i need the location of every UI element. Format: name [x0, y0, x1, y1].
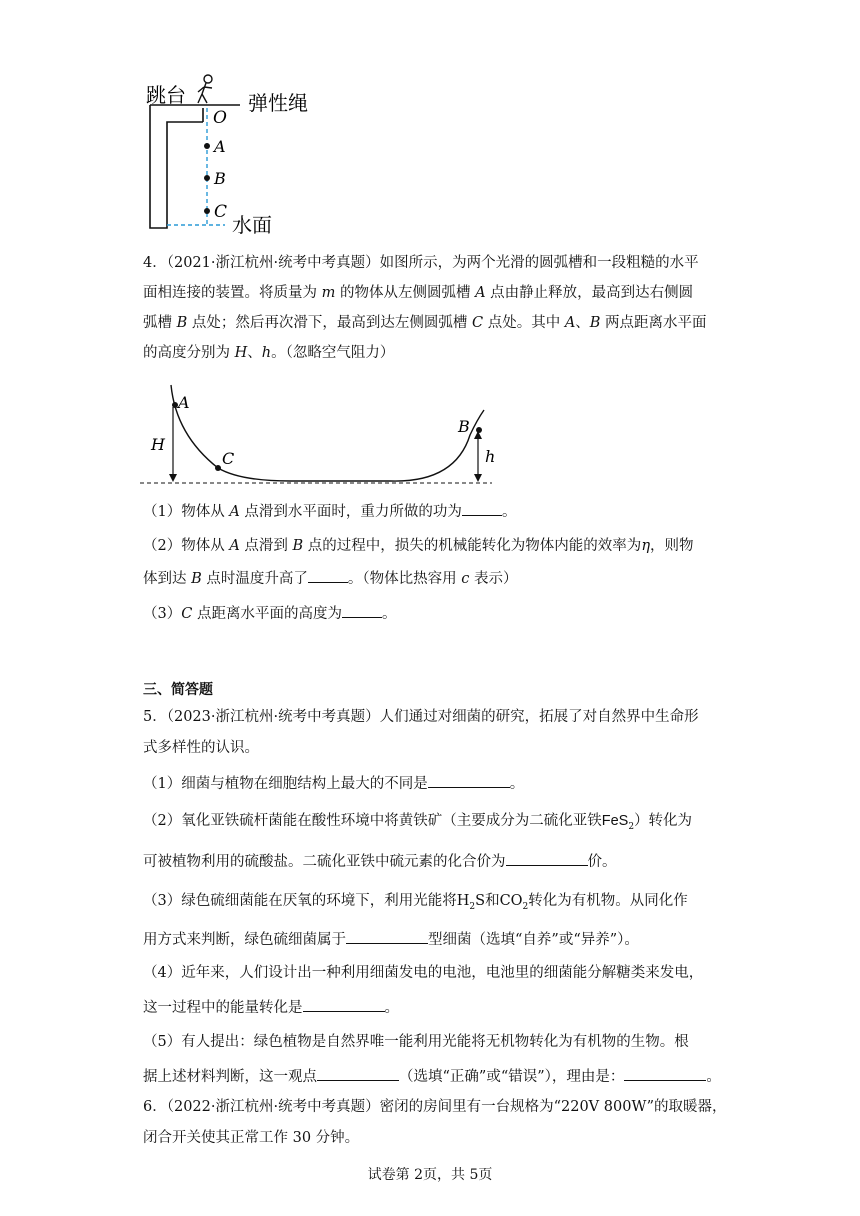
answer-blank[interactable] — [342, 603, 382, 618]
q5-line2: 式多样性的认识。 — [143, 740, 259, 756]
label-c: C — [222, 449, 235, 468]
q5-sub2-line1: （2）氧化亚铁硫杆菌能在酸性环境中将黄铁矿（主要成分为二硫化亚铁FeS$_2$）转化为 — [143, 813, 693, 832]
q5-sub3-line1: （3）绿色硫细菌能在厌氧的环境下，利用光能将$H_2S$和$CO_2$转化为有机物。从同化作 — [143, 893, 688, 912]
q5-line1: 5．（2023·浙江杭州·统考中考真题）人们通过对细菌的研究，拓展了对自然界中生命形 — [143, 709, 699, 725]
q6-line2: 闭合开关使其正常工作 30 分钟。 — [143, 1130, 360, 1146]
q4-line3: 弧槽 B 点处；然后再次滑下，最高到达左侧圆弧槽 C 点处。其中 A、B 两点距离水平面 — [143, 315, 707, 331]
rope-label: 弹性绳 — [248, 91, 308, 115]
q5-sub3-line2: 用方式来判断，绿色硫细菌属于 型细菌（选填“自养”或“异养”）。 — [143, 929, 723, 950]
q5-sub4-line2: 这一过程中的能量转化是 。 — [143, 997, 723, 1018]
label-o: O — [213, 108, 227, 128]
label-b: B — [458, 417, 470, 436]
point-c-dot — [204, 208, 210, 214]
point-b-dot — [476, 427, 482, 433]
q4-line1: 4．（2021·浙江杭州·统考中考真题）如图所示，为两个光滑的圆弧槽和一段粗糙的水平 — [143, 255, 699, 271]
h-arrow-head — [169, 474, 177, 482]
jumper-figure — [198, 75, 212, 103]
bungee-figure — [140, 70, 330, 245]
answer-blank[interactable] — [308, 568, 348, 583]
label-a: A — [214, 137, 226, 156]
label-c: C — [214, 202, 228, 222]
label-H: H — [151, 435, 165, 454]
label-h: h — [485, 447, 496, 466]
q5-sub1: （1）细菌与植物在细胞结构上最大的不同是 。 — [143, 773, 723, 794]
answer-blank[interactable] — [624, 1066, 706, 1081]
q6-line1: 6．（2022·浙江杭州·统考中考真题）密闭的房间里有一台规格为“220V 800W”的取暖器， — [143, 1099, 727, 1115]
page-footer: 试卷第 2页，共 5页 — [367, 1167, 493, 1183]
arc-trough-figure — [140, 380, 500, 490]
q5-sub5-line2: 据上述材料判断，这一观点 （选填“正确”或“错误”），理由是： 。 — [143, 1066, 723, 1087]
q5-sub5-line1: （5）有人提出：绿色植物是自然界唯一能利用光能将无机物转化为有机物的生物。根 — [143, 1034, 689, 1050]
answer-blank[interactable] — [317, 1066, 399, 1081]
q4-line2: 面相连接的装置。将质量为 m 的物体从左侧圆弧槽 A 点由静止释放，最高到达右侧圆 — [143, 285, 694, 301]
q4-line4: 的高度分别为 H、h。（忽略空气阻力） — [143, 345, 395, 361]
answer-blank[interactable] — [346, 929, 428, 944]
q4-sub2-line1: （2）物体从 A 点滑到 B 点的过程中，损失的机械能转化为物体内能的效率为η，则物 — [143, 538, 694, 554]
point-a-dot — [204, 143, 210, 149]
answer-blank[interactable] — [428, 773, 510, 788]
label-b: B — [214, 169, 226, 188]
water-label: 水面 — [232, 213, 272, 237]
answer-blank[interactable] — [462, 501, 502, 516]
platform-outline — [150, 105, 203, 228]
answer-blank[interactable] — [303, 997, 385, 1012]
platform-label: 跳台 — [146, 83, 186, 107]
q4-sub1: （1）物体从 A 点滑到水平面时，重力所做的功为 。 — [143, 501, 723, 522]
point-c-dot — [215, 465, 221, 471]
q5-sub4-line1: （4）近年来，人们设计出一种利用细菌发电的电池，电池里的细菌能分解糖类来发电， — [143, 965, 704, 981]
label-a: A — [178, 393, 190, 412]
point-b-dot — [204, 175, 210, 181]
answer-blank[interactable] — [506, 851, 588, 866]
q4-sub2-line2: 体到达 B 点时温度升高了 。（物体比热容用 c 表示） — [143, 568, 723, 589]
q4-sub3: （3）C 点距离水平面的高度为 。 — [143, 603, 723, 624]
q5-sub2-line2: 可被植物利用的硫酸盐。二硫化亚铁中硫元素的化合价为 价。 — [143, 851, 723, 872]
section-title: 三、简答题 — [143, 682, 213, 698]
